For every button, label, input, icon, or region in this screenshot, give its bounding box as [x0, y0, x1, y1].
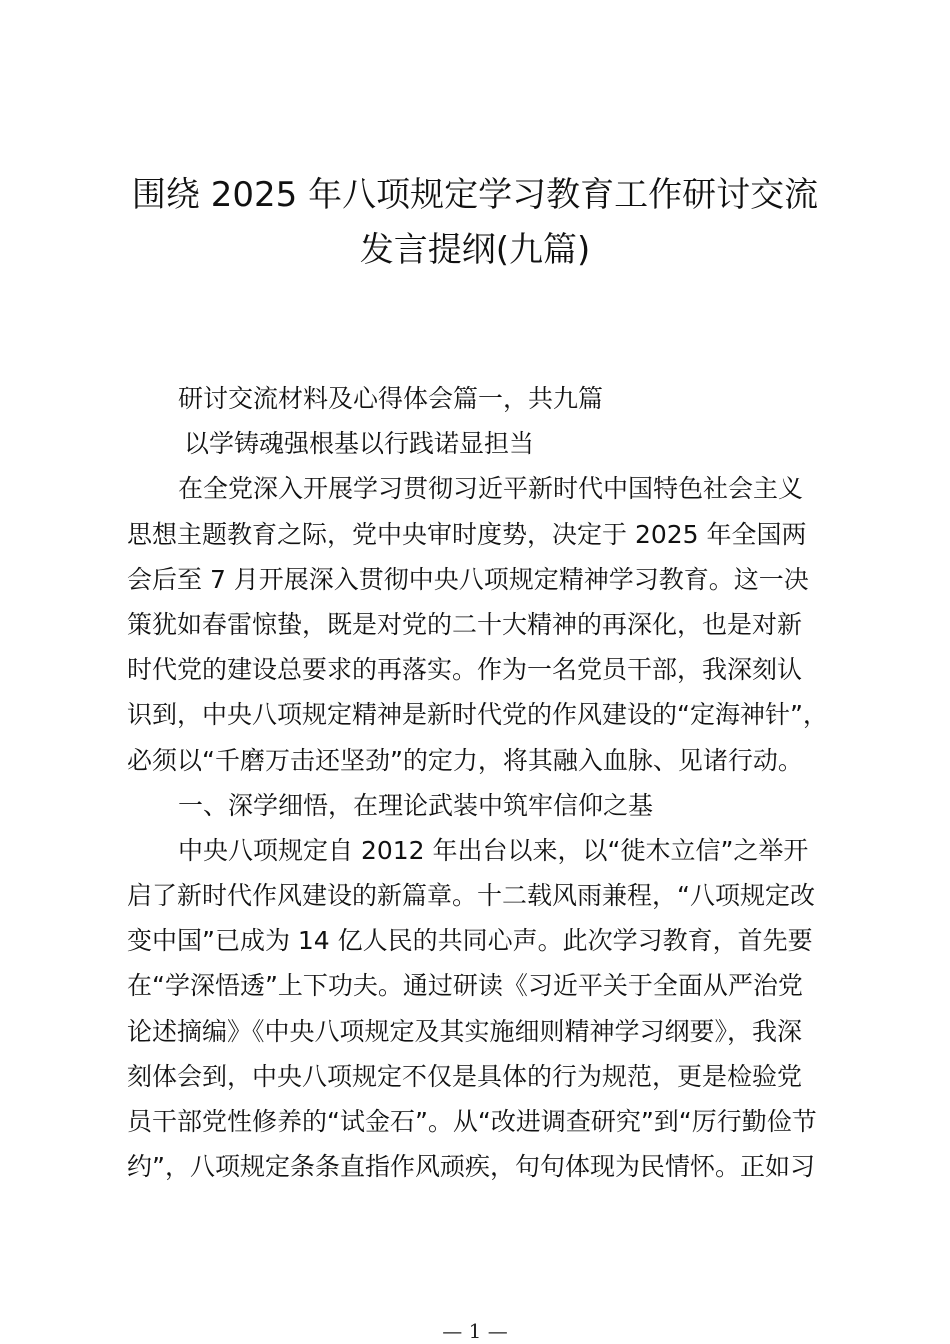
document-title: [60, 168, 890, 278]
text-line: 识到，中央八项规定精神是新时代党的作风建设的“定海神针”，: [127, 700, 828, 730]
text-line: 必须以“千磨万击还坚劲”的定力，将其融入血脉、见诸行动。: [127, 745, 803, 775]
document-body: [127, 376, 837, 1189]
text-line: 在全党深入开展学习贯彻习近平新时代中国特色社会主义: [178, 474, 804, 504]
text-line: 约”，八项规定条条直指作风顽疾，句句体现为民情怀。正如习: [127, 1152, 815, 1182]
text-line: 论述摘编》《中央八项规定及其实施细则精神学习纲要》，我深: [127, 1016, 803, 1046]
title-line-2: 发言提纲(九篇): [359, 230, 591, 270]
section-heading-1: 一、深学细悟，在理论武装中筑牢信仰之基: [178, 790, 654, 820]
text-line: 变中国”已成为 14 亿人民的共同心声。此次学习教育，首先要: [127, 926, 813, 956]
subheading-series: 研讨交流材料及心得体会篇一，共九篇: [178, 384, 604, 413]
paragraph-section-1: [127, 828, 837, 1190]
text-line: 员干部党性修养的“试金石”。从“改进调查研究”到“厉行勤俭节: [127, 1107, 817, 1136]
paragraph-intro: [127, 466, 837, 782]
page-number: — 1 —: [442, 1319, 508, 1343]
article-title: 以学铸魂强根基以行践诺显担当: [184, 429, 535, 459]
text-line: 会后至 7 月开展深入贯彻中央八项规定精神学习教育。这一决: [127, 564, 809, 594]
text-line: 时代党的建设总要求的再落实。作为一名党员干部，我深刻认: [127, 655, 803, 685]
title-line-1: 围绕 2025 年八项规定学习教育工作研讨交流: [131, 175, 819, 215]
text-line: 思想主题教育之际，党中央审时度势，决定于 2025 年全国两: [127, 519, 807, 549]
text-line: 启了新时代作风建设的新篇章。十二载风雨兼程，“八项规定改: [127, 881, 815, 911]
text-line: 在“学深悟透”上下功夫。通过研读《习近平关于全面从严治党: [127, 971, 803, 1001]
text-line: 中央八项规定自 2012 年出台以来，以“徙木立信”之举开: [178, 835, 809, 865]
text-line: 策犹如春雷惊蛰，既是对党的二十大精神的再深化，也是对新: [127, 609, 803, 639]
text-line: 刻体会到，中央八项规定不仅是具体的行为规范，更是检验党: [127, 1061, 803, 1091]
